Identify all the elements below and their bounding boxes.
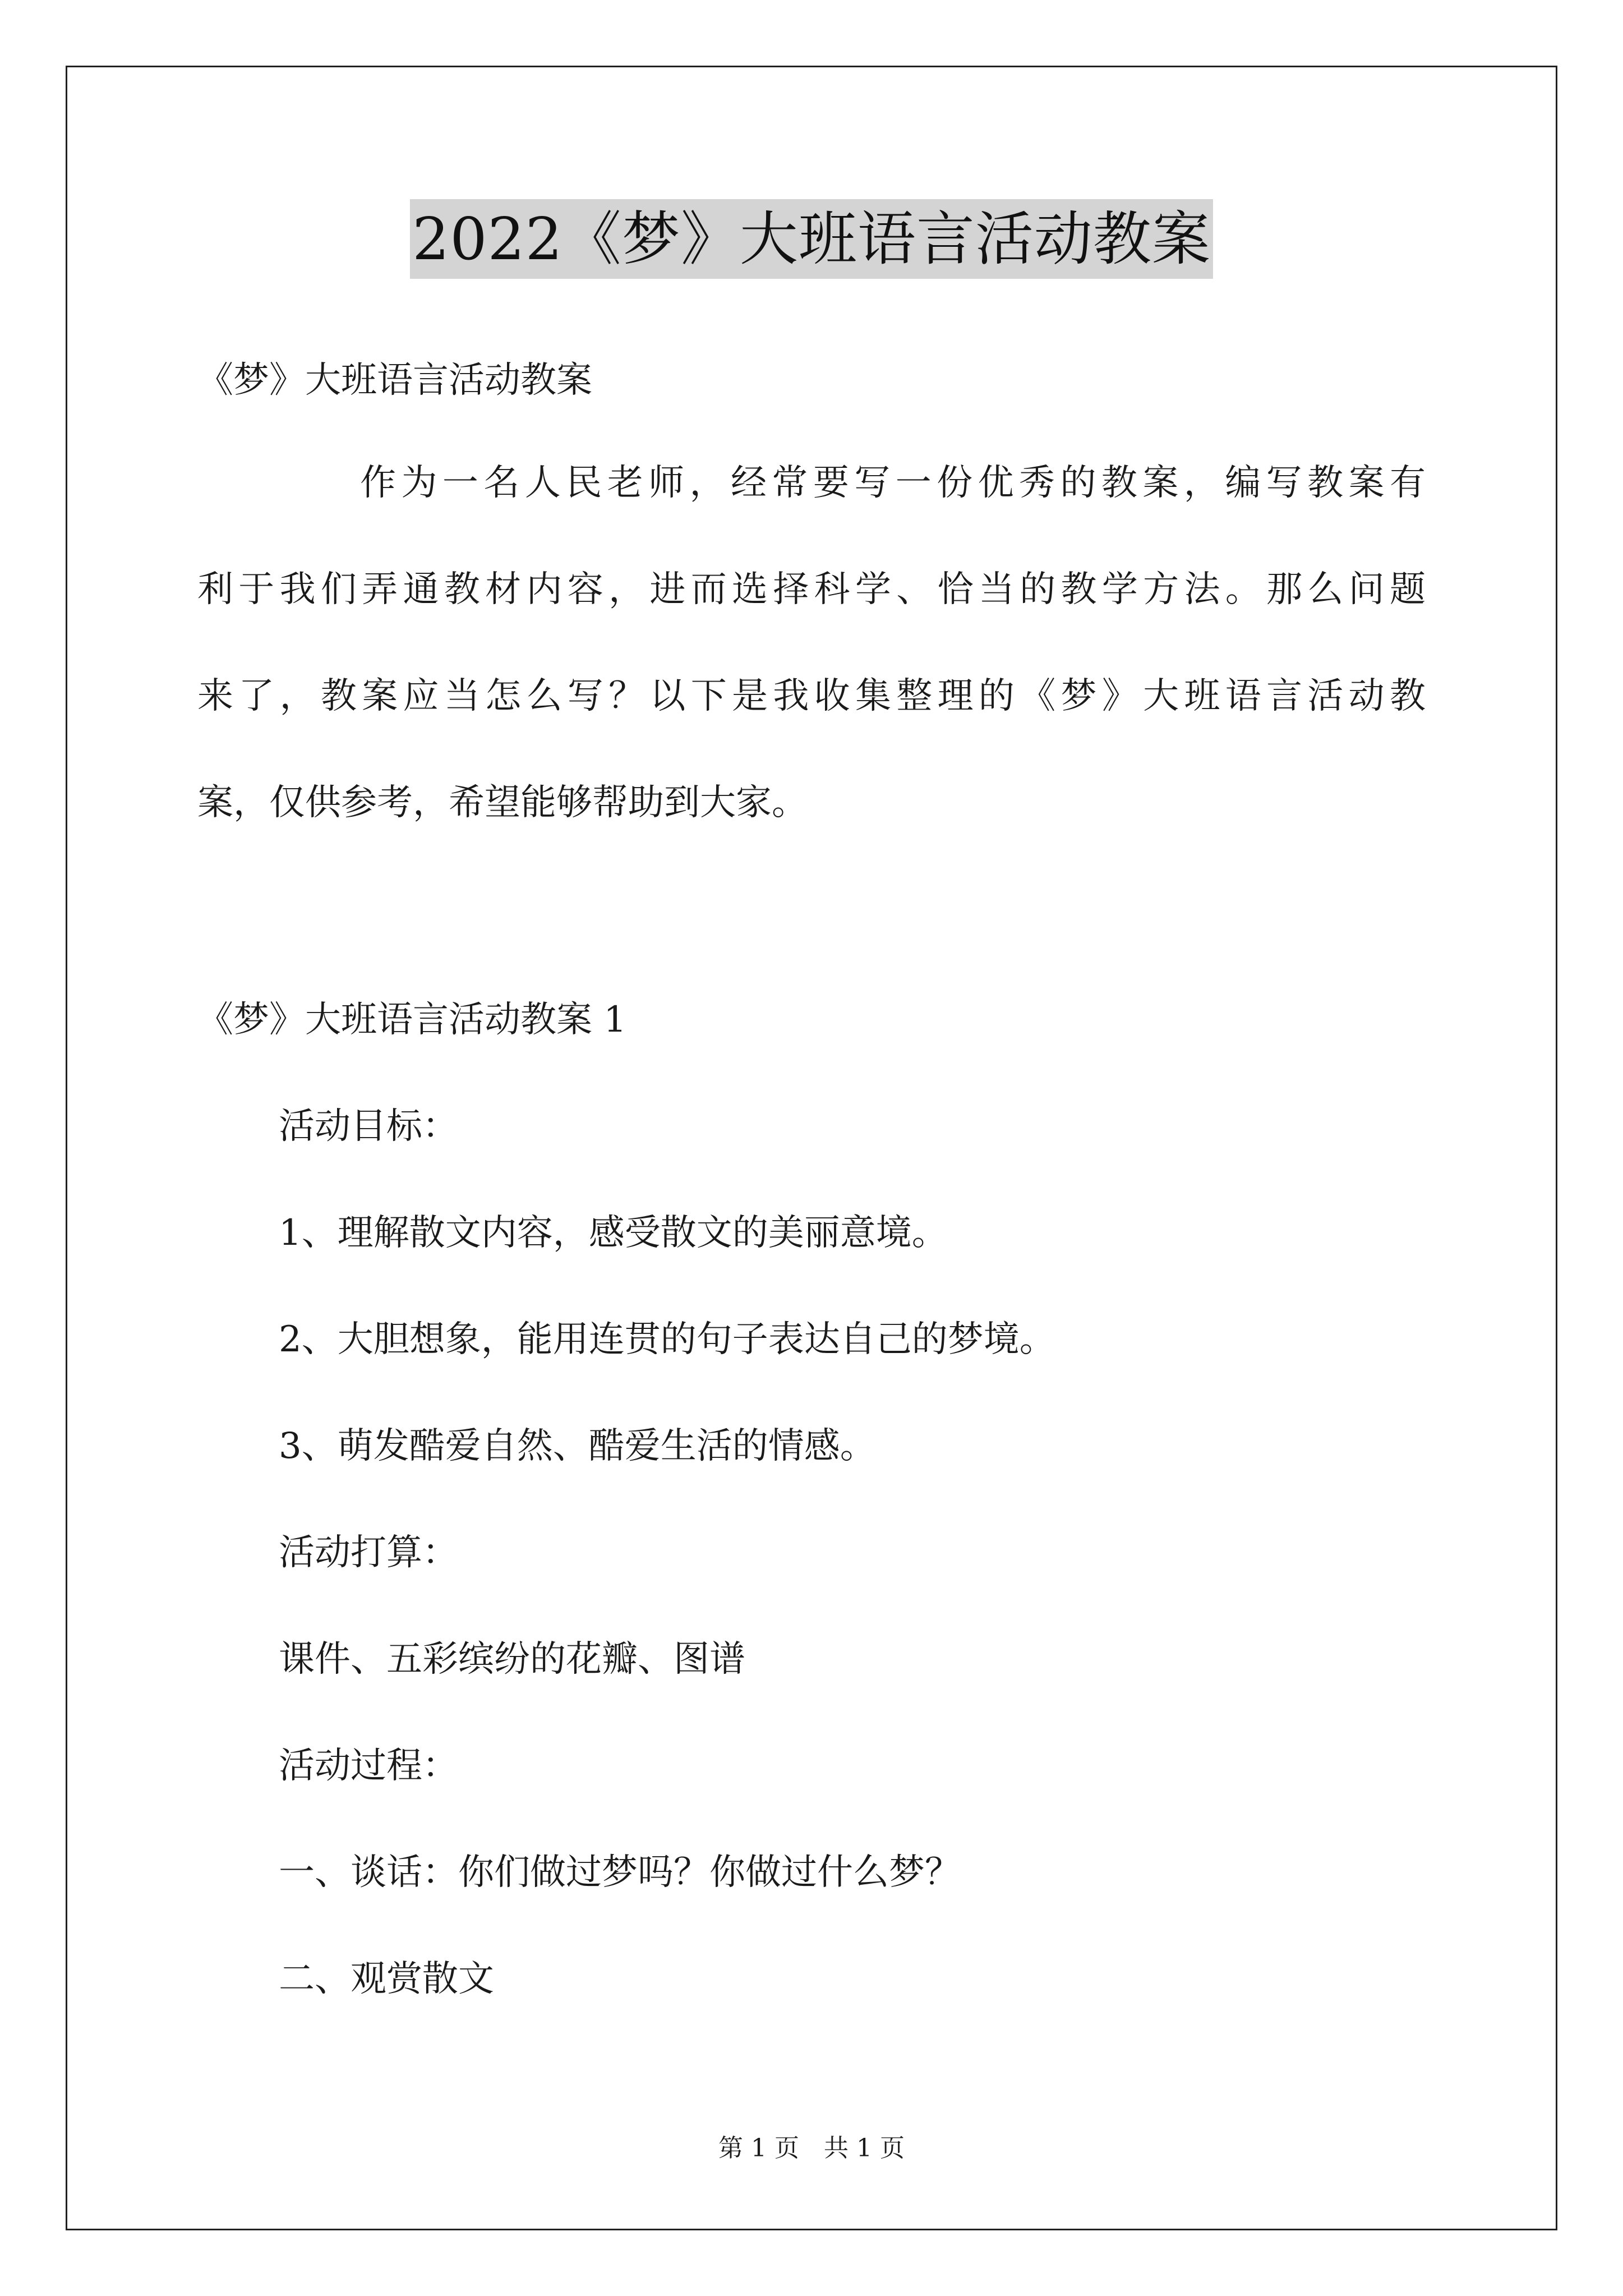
section-heading-process: 活动过程：	[279, 1745, 458, 1787]
intro-line: 来了，教案应当怎么写？以下是我收集整理的《梦》大班语言活动教	[197, 675, 1426, 717]
section-heading-goals: 活动目标：	[279, 1106, 458, 1147]
title-container	[0, 199, 1623, 279]
document-subtitle: 《梦》大班语言活动教案	[197, 360, 592, 401]
section-heading-preparation: 活动打算：	[279, 1532, 458, 1573]
document-title: 2022《梦》大班语言活动教案	[410, 199, 1213, 279]
goal-item: 2、大胆想象，能用连贯的句子表达自己的梦境。	[279, 1319, 1055, 1360]
goal-item: 3、萌发酷爱自然、酷爱生活的情感。	[279, 1425, 876, 1467]
preparation-item: 课件、五彩缤纷的花瓣、图谱	[279, 1639, 745, 1680]
intro-line: 案，仅供参考，希望能够帮助到大家。	[197, 782, 808, 823]
intro-paragraph	[197, 461, 1426, 887]
intro-line: 利于我们弄通教材内容，进而选择科学、恰当的教学方法。那么问题	[197, 569, 1426, 610]
page-footer: 第 1 页 共 1 页	[718, 2134, 905, 2162]
process-item: 二、观赏散文	[279, 1958, 494, 2000]
process-item: 一、谈话：你们做过梦吗？你做过什么梦？	[279, 1852, 961, 1893]
section-title: 《梦》大班语言活动教案 1	[197, 999, 627, 1041]
goal-item: 1、理解散文内容，感受散文的美丽意境。	[279, 1212, 948, 1254]
intro-line: 作为一名人民老师，经常要写一份优秀的教案，编写教案有	[360, 462, 1426, 504]
